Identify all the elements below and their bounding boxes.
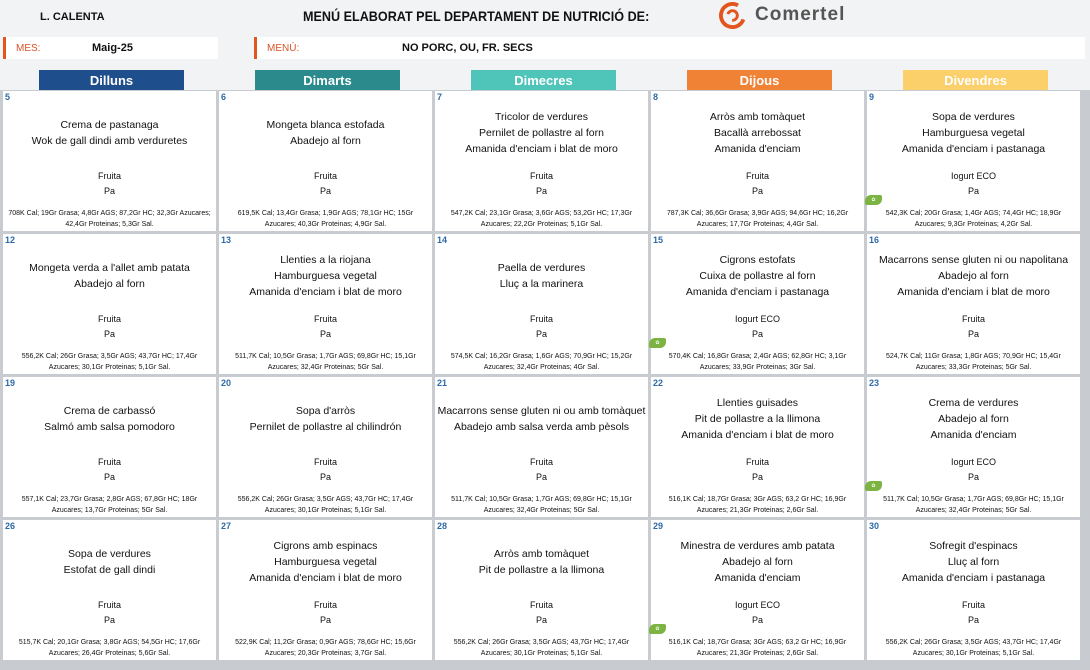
month-value: Maig-25	[92, 42, 133, 54]
dessert-bread	[437, 455, 646, 485]
day-number: 30	[869, 521, 880, 531]
nutrition-info	[437, 494, 646, 516]
dessert-bread	[653, 598, 862, 628]
day-cell	[3, 234, 216, 374]
page-title: MENÚ ELABORAT PEL DEPARTAMENT DE NUTRICIÓ DE:	[303, 8, 650, 24]
dish-item: Amanida d'enciam i pastanaga	[685, 286, 830, 298]
day-number: 19	[5, 378, 16, 388]
dish-item: Hamburguesa vegetal	[922, 127, 1025, 139]
eco-leaf-icon: ✿	[865, 195, 882, 205]
nutrition-line: 542,3K Cal; 20Gr Grasa; 1,4Gr AGS; 74,4Gr HC; 18,9Gr	[885, 210, 1062, 217]
dish-item: Llenties guisades	[716, 397, 799, 409]
dish-item: Abadejo al forn	[938, 270, 1009, 282]
nutrition-line: 511,7K Cal; 10,5Gr Grasa; 1,7Gr AGS; 69,8Gr HC; 15,1Gr	[451, 496, 632, 503]
dessert-bread	[437, 598, 646, 628]
dessert-bread	[653, 312, 862, 342]
nutrition-line: 511,7K Cal; 10,5Gr Grasa; 1,7Gr AGS; 69,8Gr HC; 15,1Gr	[883, 496, 1064, 503]
dessert-bread	[653, 455, 862, 485]
dessert-item: Iogurt ECO	[734, 600, 781, 610]
month-field	[3, 37, 218, 59]
nutrition-line: Azucares; 17,7Gr Proteinas; 4,4Gr Sal.	[696, 221, 819, 228]
nutrition-line: 708K Cal; 19Gr Grasa; 4,8Gr AGS; 87,2Gr HC; 32,3Gr Azucares;	[8, 210, 211, 217]
nutrition-line: Azucares; 30,1Gr Proteinas; 5,1Gr Sal.	[480, 650, 603, 657]
dessert-item: Fruita	[313, 457, 337, 467]
day-number: 8	[653, 92, 659, 102]
day-cell	[651, 520, 864, 660]
nutrition-info	[653, 351, 862, 373]
dessert-item: Fruita	[745, 457, 769, 467]
dish-item: Lluç a la marinera	[499, 278, 584, 290]
dessert-item: Iogurt ECO	[950, 457, 997, 467]
day-header-dilluns: Dilluns	[39, 70, 184, 90]
day-cell	[219, 520, 432, 660]
dish-list	[653, 538, 862, 586]
nutrition-line: Azucares; 32,4Gr Proteinas; 4Gr Sal.	[483, 364, 600, 371]
dish-item: Amanida d'enciam i blat de moro	[897, 286, 1050, 298]
bread-item: Pa	[967, 186, 979, 196]
day-number: 29	[653, 521, 664, 531]
dish-item: Amanida d'enciam	[714, 143, 801, 155]
dish-item: Cuixa de pollastre al forn	[699, 270, 816, 282]
nutrition-info	[221, 208, 430, 230]
dessert-item: Fruita	[961, 314, 985, 324]
day-number: 14	[437, 235, 448, 245]
bread-item: Pa	[103, 186, 115, 196]
nutrition-line: 547,2K Cal; 23,1Gr Grasa; 3,6Gr AGS; 53,2Gr HC; 17,3Gr	[450, 210, 633, 217]
dish-item: Tricolor de verdures	[495, 111, 588, 123]
dessert-item: Fruita	[961, 600, 985, 610]
bread-item: Pa	[535, 615, 547, 625]
dish-item: Amanida d'enciam i blat de moro	[465, 143, 618, 155]
dish-item: Cigrons estofats	[719, 254, 796, 266]
dish-item: Mongeta blanca estofada	[266, 119, 385, 131]
nutrition-line: Azucares; 32,4Gr Proteinas; 5Gr Sal.	[915, 507, 1032, 514]
dish-item: Abadejo al forn	[722, 556, 793, 568]
dessert-bread	[869, 169, 1078, 199]
dish-list	[437, 260, 646, 292]
bread-item: Pa	[967, 615, 979, 625]
dish-item: Paella de verdures	[497, 262, 586, 274]
nutrition-line: Azucares; 21,3Gr Proteinas; 2,6Gr Sal.	[696, 650, 819, 657]
dish-item: Hamburguesa vegetal	[274, 556, 377, 568]
day-header-divendres: Divendres	[903, 70, 1048, 90]
eco-leaf-icon: ✿	[649, 338, 666, 348]
nutrition-line: 516,1K Cal; 18,7Gr Grasa; 3Gr AGS; 63,2 Gr HC; 16,9Gr	[668, 496, 847, 503]
day-cell	[3, 520, 216, 660]
dish-list	[437, 546, 646, 578]
bread-item: Pa	[319, 472, 331, 482]
bread-item: Pa	[967, 472, 979, 482]
nutrition-line: 522,9K Cal; 11,2Gr Grasa; 0,9Gr AGS; 78,6Gr HC; 15,6Gr	[235, 639, 416, 646]
eco-leaf-icon: ✿	[649, 624, 666, 634]
dish-item: Amanida d'enciam i blat de moro	[249, 286, 402, 298]
dish-item: Sopa d'arròs	[295, 405, 356, 417]
nutrition-line: Azucares; 22,2Gr Proteinas; 5,1Gr Sal.	[480, 221, 603, 228]
dessert-bread	[869, 455, 1078, 485]
day-cell	[435, 234, 648, 374]
nutrition-info	[221, 351, 430, 373]
dish-item: Abadejo amb salsa verda amb pèsols	[453, 421, 630, 433]
day-number: 7	[437, 92, 443, 102]
dessert-bread	[5, 169, 214, 199]
bread-item: Pa	[751, 329, 763, 339]
day-number: 15	[653, 235, 664, 245]
nutrition-line: Azucares; 32,4Gr Proteinas; 5Gr Sal.	[483, 507, 600, 514]
nutrition-line: 619,5K Cal; 13,4Gr Grasa; 1,9Gr AGS; 78,1Gr HC; 15Gr	[237, 210, 414, 217]
menu-value: NO PORC, OU, FR. SECS	[402, 42, 533, 54]
nutrition-line: 556,2K Cal; 26Gr Grasa; 3,5Gr AGS; 43,7Gr HC; 17,4Gr	[237, 496, 414, 503]
day-number: 26	[5, 521, 16, 531]
nutrition-line: Azucares; 33,9Gr Proteinas; 3Gr Sal.	[699, 364, 816, 371]
dish-item: Arròs amb tomàquet	[493, 548, 590, 560]
nutrition-line: Azucares; 40,3Gr Proteinas; 4,9Gr Sal.	[264, 221, 387, 228]
bread-item: Pa	[103, 615, 115, 625]
nutrition-line: Azucares; 30,1Gr Proteinas; 5,1Gr Sal.	[48, 364, 171, 371]
bread-item: Pa	[319, 329, 331, 339]
dessert-bread	[221, 169, 430, 199]
dish-item: Sopa de verdures	[68, 548, 151, 560]
dish-item: Amanida d'enciam	[930, 429, 1017, 441]
nutrition-info	[869, 351, 1078, 373]
day-cell	[3, 377, 216, 517]
nutrition-line: Azucares; 9,3Gr Proteinas; 4,2Gr Sal.	[914, 221, 1033, 228]
nutrition-info	[437, 637, 646, 659]
dish-item: Hamburguesa vegetal	[274, 270, 377, 282]
bread-item: Pa	[751, 186, 763, 196]
nutrition-info	[437, 208, 646, 230]
dish-item: Abadejo al forn	[290, 135, 361, 147]
center-name: L. CALENTA	[40, 11, 105, 23]
day-cell	[219, 91, 432, 231]
bread-item: Pa	[751, 472, 763, 482]
day-header-dimarts: Dimarts	[255, 70, 400, 90]
day-cell	[867, 234, 1080, 374]
dish-item: Bacallà arrebossat	[714, 127, 801, 139]
dish-list	[437, 403, 646, 435]
dish-list	[5, 117, 214, 149]
nutrition-line: 524,7K Cal; 11Gr Grasa; 1,8Gr AGS; 70,9Gr HC; 15,4Gr	[886, 353, 1061, 360]
nutrition-line: 570,4K Cal; 16,8Gr Grasa; 2,4Gr AGS; 62,8Gr HC; 3,1Gr	[668, 353, 847, 360]
nutrition-line: Azucares; 30,1Gr Proteinas; 5,1Gr Sal.	[912, 650, 1035, 657]
dish-item: Crema de verdures	[928, 397, 1019, 409]
dish-item: Salmó amb salsa pomodoro	[44, 421, 175, 433]
dish-list	[221, 538, 430, 586]
day-number: 13	[221, 235, 232, 245]
dish-item: Minestra de verdures amb patata	[680, 540, 835, 552]
dessert-item: Fruita	[529, 171, 553, 181]
nutrition-info	[221, 637, 430, 659]
nutrition-line: 42,4Gr Proteinas; 5,3Gr Sal.	[65, 221, 154, 228]
dessert-item: Fruita	[529, 457, 553, 467]
dish-list	[869, 538, 1078, 586]
day-number: 21	[437, 378, 448, 388]
dish-item: Sofregit d'espinacs	[929, 540, 1018, 552]
dessert-item: Fruita	[529, 314, 553, 324]
nutrition-line: 511,7K Cal; 10,5Gr Grasa; 1,7Gr AGS; 69,8Gr HC; 15,1Gr	[235, 353, 416, 360]
dessert-bread	[653, 169, 862, 199]
nutrition-info	[437, 351, 646, 373]
dish-list	[869, 109, 1078, 157]
dish-item: Crema de pastanaga	[60, 119, 159, 131]
nutrition-line: 516,1K Cal; 18,7Gr Grasa; 3Gr AGS; 63,2 Gr HC; 16,9Gr	[668, 639, 847, 646]
dish-list	[5, 546, 214, 578]
dish-list	[221, 117, 430, 149]
dessert-bread	[221, 455, 430, 485]
nutrition-line: 556,2K Cal; 26Gr Grasa; 3,5Gr AGS; 43,7Gr HC; 17,4Gr	[885, 639, 1062, 646]
dish-list	[869, 252, 1078, 300]
dish-item: Mongeta verda a l'allet amb patata	[29, 262, 190, 274]
bread-item: Pa	[967, 329, 979, 339]
dish-list	[5, 260, 214, 292]
nutrition-line: 515,7K Cal; 20,1Gr Grasa; 3,8Gr AGS; 54,5Gr HC; 17,6Gr	[18, 639, 201, 646]
dish-item: Pit de pollastre a la llimona	[478, 564, 605, 576]
nutrition-line: 556,2K Cal; 26Gr Grasa; 3,5Gr AGS; 43,7Gr HC; 17,4Gr	[453, 639, 630, 646]
dessert-item: Fruita	[97, 314, 121, 324]
day-cell	[867, 91, 1080, 231]
dish-item: Amanida d'enciam i blat de moro	[681, 429, 834, 441]
dessert-bread	[221, 312, 430, 342]
dish-item: Arròs amb tomàquet	[709, 111, 806, 123]
nutrition-line: Azucares; 32,4Gr Proteinas; 5Gr Sal.	[267, 364, 384, 371]
day-number: 23	[869, 378, 880, 388]
dessert-bread	[437, 312, 646, 342]
nutrition-line: 557,1K Cal; 23,7Gr Grasa; 2,8Gr AGS; 67,8Gr HC; 18Gr	[21, 496, 198, 503]
nutrition-info	[869, 637, 1078, 659]
brand-name: Comertel	[755, 4, 846, 25]
bread-item: Pa	[319, 615, 331, 625]
dish-item: Llenties a la riojana	[280, 254, 371, 266]
dish-item: Pernilet de pollastre al forn	[479, 127, 604, 139]
dessert-item: Iogurt ECO	[734, 314, 781, 324]
day-number: 9	[869, 92, 875, 102]
dessert-item: Fruita	[313, 314, 337, 324]
nutrition-line: Azucares; 21,3Gr Proteinas; 2,6Gr Sal.	[696, 507, 819, 514]
day-number: 6	[221, 92, 227, 102]
dish-item: Amanida d'enciam i blat de moro	[249, 572, 402, 584]
nutrition-info	[5, 351, 214, 373]
day-cell	[867, 377, 1080, 517]
eco-leaf-icon: ✿	[865, 481, 882, 491]
nutrition-info	[653, 208, 862, 230]
dessert-bread	[221, 598, 430, 628]
dish-item: Amanida d'enciam i pastanaga	[901, 572, 1046, 584]
dish-item: Amanida d'enciam	[714, 572, 801, 584]
bread-item: Pa	[103, 329, 115, 339]
day-cell	[651, 91, 864, 231]
dish-item: Sopa de verdures	[932, 111, 1015, 123]
day-number: 27	[221, 521, 232, 531]
day-cell	[219, 234, 432, 374]
dish-item: Wok de gall dindi amb verduretes	[31, 135, 188, 147]
day-cell	[219, 377, 432, 517]
dessert-item: Iogurt ECO	[950, 171, 997, 181]
dish-item: Lluç al forn	[947, 556, 1000, 568]
day-number: 12	[5, 235, 16, 245]
bread-item: Pa	[103, 472, 115, 482]
dessert-bread	[5, 455, 214, 485]
dessert-item: Fruita	[97, 457, 121, 467]
day-header-dijous: Dijous	[687, 70, 832, 90]
nutrition-line: Azucares; 33,3Gr Proteinas; 5Gr Sal.	[915, 364, 1032, 371]
comertel-logo-icon	[719, 2, 746, 29]
nutrition-info	[869, 494, 1078, 516]
day-number: 20	[221, 378, 232, 388]
dish-list	[869, 395, 1078, 443]
dish-list	[437, 109, 646, 157]
dish-item: Crema de carbassó	[63, 405, 156, 417]
nutrition-line: 574,5K Cal; 16,2Gr Grasa; 1,6Gr AGS; 70,9Gr HC; 15,2Gr	[450, 353, 633, 360]
dessert-item: Fruita	[745, 171, 769, 181]
dish-list	[653, 395, 862, 443]
nutrition-info	[221, 494, 430, 516]
nutrition-line: Azucares; 26,4Gr Proteinas; 5,6Gr Sal.	[48, 650, 171, 657]
dessert-bread	[437, 169, 646, 199]
dish-list	[5, 403, 214, 435]
dish-item: Cigrons amb espinacs	[273, 540, 378, 552]
dessert-item: Fruita	[97, 600, 121, 610]
dish-list	[221, 403, 430, 435]
day-header-dimecres: Dimecres	[471, 70, 616, 90]
dish-list	[653, 109, 862, 157]
dessert-item: Fruita	[529, 600, 553, 610]
day-cell	[435, 520, 648, 660]
dessert-item: Fruita	[313, 600, 337, 610]
dish-item: Macarrons sense gluten ni ou napolitana	[878, 254, 1069, 266]
dessert-bread	[869, 312, 1078, 342]
day-cell	[435, 91, 648, 231]
menu-type-field	[254, 37, 1085, 59]
dessert-item: Fruita	[97, 171, 121, 181]
day-number: 5	[5, 92, 11, 102]
day-cell	[867, 520, 1080, 660]
nutrition-line: 787,3K Cal; 36,6Gr Grasa; 3,9Gr AGS; 94,6Gr HC; 16,2Gr	[666, 210, 849, 217]
brand-logo	[719, 1, 845, 29]
nutrition-line: Azucares; 13,7Gr Proteinas; 5Gr Sal.	[51, 507, 168, 514]
dessert-item: Fruita	[313, 171, 337, 181]
nutrition-info	[5, 494, 214, 516]
dish-item: Pernilet de pollastre al chilindrón	[249, 421, 402, 433]
nutrition-info	[5, 208, 214, 230]
dessert-bread	[5, 312, 214, 342]
dish-item: Pit de pollastre a la llimona	[694, 413, 821, 425]
nutrition-info	[653, 637, 862, 659]
dessert-bread	[5, 598, 214, 628]
dish-list	[653, 252, 862, 300]
bread-item: Pa	[535, 472, 547, 482]
bread-item: Pa	[751, 615, 763, 625]
dessert-bread	[869, 598, 1078, 628]
bread-item: Pa	[535, 329, 547, 339]
nutrition-info	[869, 208, 1078, 230]
dish-item: Abadejo al forn	[938, 413, 1009, 425]
nutrition-info	[653, 494, 862, 516]
dish-item: Estofat de gall dindi	[63, 564, 156, 576]
day-number: 28	[437, 521, 448, 531]
bread-item: Pa	[319, 186, 331, 196]
day-cell	[435, 377, 648, 517]
month-label: MES:	[16, 43, 41, 54]
bread-item: Pa	[535, 186, 547, 196]
nutrition-line: Azucares; 30,1Gr Proteinas; 5,1Gr Sal.	[264, 507, 387, 514]
nutrition-line: Azucares; 20,3Gr Proteinas; 3,7Gr Sal.	[264, 650, 387, 657]
dish-item: Macarrons sense gluten ni ou amb tomàquet	[437, 405, 646, 417]
nutrition-info	[5, 637, 214, 659]
dish-item: Abadejo al forn	[74, 278, 145, 290]
day-cell	[3, 91, 216, 231]
day-cell	[651, 377, 864, 517]
dish-item: Amanida d'enciam i pastanaga	[901, 143, 1046, 155]
day-cell	[651, 234, 864, 374]
day-number: 16	[869, 235, 880, 245]
nutrition-line: 556,2K Cal; 26Gr Grasa; 3,5Gr AGS; 43,7Gr HC; 17,4Gr	[21, 353, 198, 360]
menu-label: MENÚ:	[267, 43, 300, 54]
day-number: 22	[653, 378, 664, 388]
dish-list	[221, 252, 430, 300]
